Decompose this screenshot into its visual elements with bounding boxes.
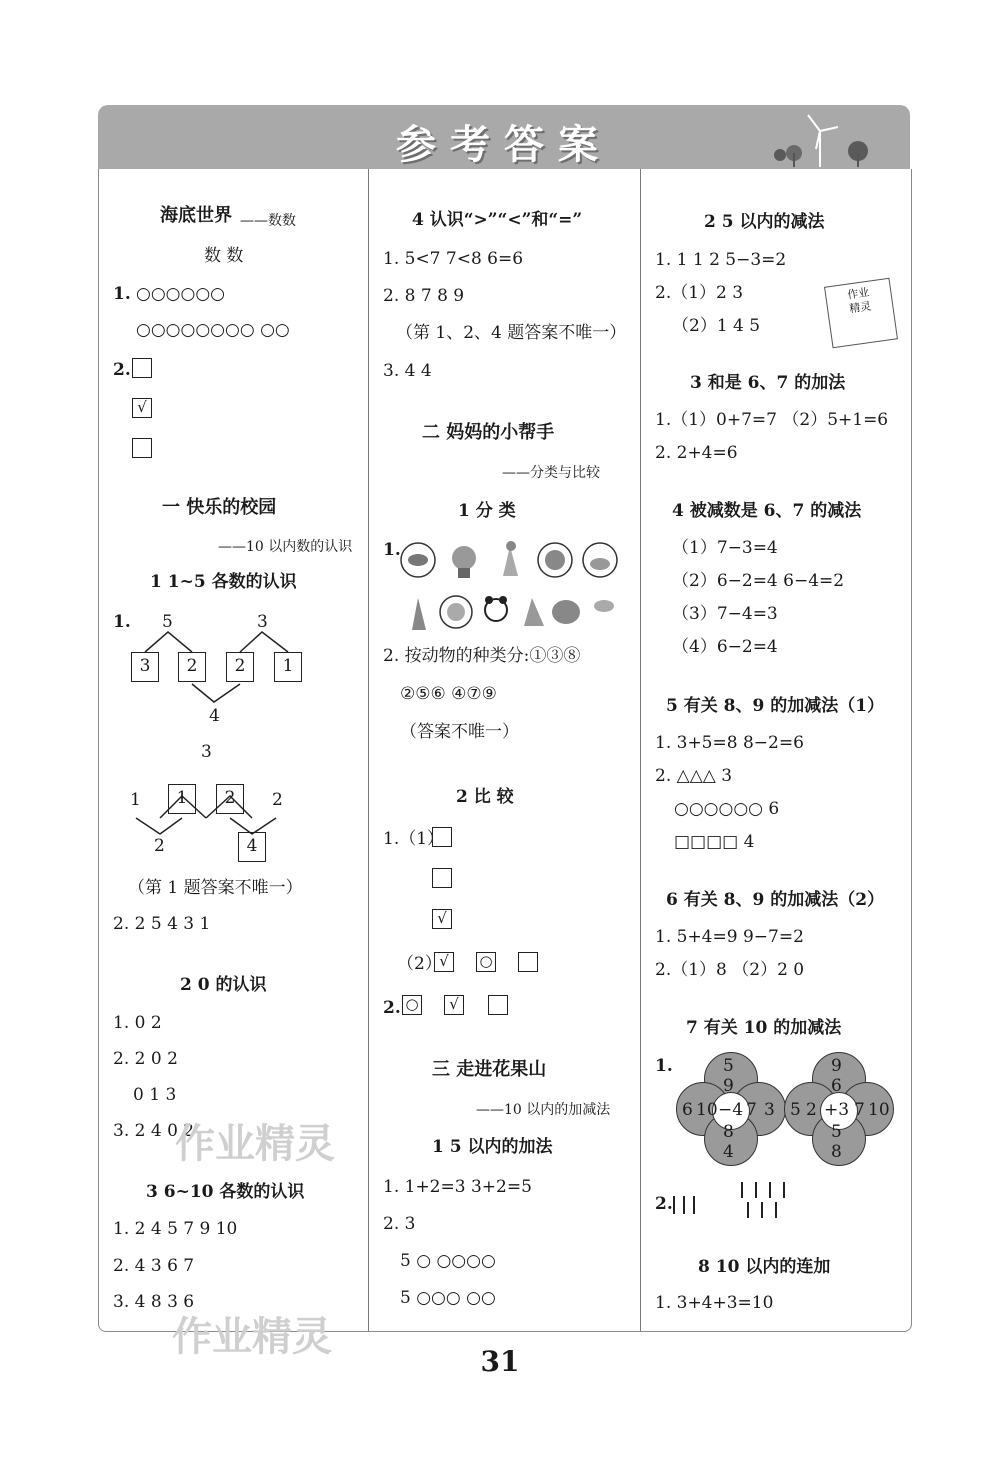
- unit-subtitle: ——10 以内数的认识: [218, 539, 353, 555]
- lesson-title: 1 1~5 各数的认识: [150, 572, 297, 592]
- answer-text: 3. 4 8 3 6: [113, 1292, 195, 1312]
- tree-box: 2: [178, 652, 206, 682]
- lesson-title: 8 10 以内的连加: [698, 1257, 831, 1277]
- lesson-title: 4 被减数是 6、7 的减法: [672, 501, 862, 521]
- question-number: 2.: [383, 998, 401, 1018]
- lesson-title: 4 认识“>”“<”和“=”: [412, 210, 583, 230]
- answer-text: 0 1 3: [133, 1085, 177, 1105]
- tree-box: 3: [131, 652, 159, 682]
- question-number: 1.（1）: [383, 829, 445, 849]
- tree-number: 3: [257, 612, 268, 632]
- question-number: 1.: [655, 1056, 673, 1076]
- lesson-title: 6 有关 8、9 的加减法（2）: [666, 890, 885, 910]
- lesson-title: 数 数: [204, 246, 244, 266]
- answer-text: 1. 5+4=9 9−7=2: [655, 927, 804, 947]
- animal-pictures: [398, 536, 623, 636]
- section-subtitle: ——数数: [240, 213, 296, 229]
- answer-text: 2. 3: [383, 1214, 416, 1234]
- answer-box: √: [432, 909, 452, 929]
- answer-text: 2. 按动物的种类分:①③⑧: [383, 646, 581, 666]
- answer-text: 1.（1）0+7=7 （2）5+1=6: [655, 410, 889, 430]
- answer-box: [518, 952, 538, 972]
- answer-text: □□□□ 4: [674, 832, 755, 852]
- answer-text: ○○○○○○ 6: [674, 799, 780, 819]
- answer-text: 2. △△△ 3: [655, 766, 733, 786]
- answer-text: 3. 4 4: [383, 361, 432, 381]
- answer-note: （答案不唯一）: [400, 722, 519, 742]
- answer-text: 2. 2 5 4 3 1: [113, 914, 211, 934]
- answer-box: ○: [402, 995, 422, 1015]
- answer-text: （4）6−2=4: [672, 637, 778, 657]
- answer-text: 3. 2 4 0 2: [113, 1121, 195, 1141]
- answer-text: （2）1 4 5: [672, 316, 761, 336]
- answer-text: 1. 3+5=8 8−2=6: [655, 733, 804, 753]
- tree-box: 4: [238, 832, 266, 862]
- watermark: 作业精灵: [175, 1121, 335, 1167]
- answer-text: 2.（1）8 （2）2 0: [655, 960, 805, 980]
- question-number: （2）: [397, 954, 442, 974]
- question-number: 1.: [383, 540, 401, 560]
- tree-number: 3: [201, 742, 212, 762]
- answer-text: 5 ○ ○○○○: [400, 1251, 496, 1271]
- number-flower: 9 6 5 2 +3 7 10 5 8: [784, 1052, 892, 1164]
- answer-text: （3）7−4=3: [672, 604, 778, 624]
- answer-text: ○○○○○○: [136, 284, 226, 304]
- answer-box: [432, 827, 452, 847]
- lesson-title: 1 分 类: [458, 501, 516, 521]
- tree-number: 4: [209, 706, 220, 726]
- unit-subtitle: ——分类与比较: [502, 465, 600, 481]
- tree-box: 1: [168, 784, 196, 814]
- lesson-title: 3 和是 6、7 的加法: [690, 373, 846, 393]
- answer-text: 2. 4 3 6 7: [113, 1256, 195, 1276]
- answer-text: 2. 2+4=6: [655, 443, 738, 463]
- page-number: 31: [480, 1345, 520, 1378]
- tree-box: 2: [226, 652, 254, 682]
- tree-number: 5: [162, 612, 173, 632]
- lesson-title: 3 6~10 各数的认识: [146, 1182, 305, 1202]
- answer-text: 2.（1）2 3: [655, 283, 744, 303]
- unit-subtitle: ——10 以内的加减法: [476, 1102, 611, 1118]
- answer-text: ○○○○○○○○ ○○: [136, 320, 290, 340]
- question-number: 2.: [655, 1194, 673, 1214]
- answer-text: 1. 2 4 5 7 9 10: [113, 1219, 238, 1239]
- unit-title: 三 走进花果山: [432, 1059, 547, 1080]
- answer-text: ②⑤⑥ ④⑦⑨: [400, 684, 497, 704]
- answer-box: ○: [476, 952, 496, 972]
- question-number: 2.: [113, 360, 131, 380]
- question-number: 1.: [113, 284, 131, 304]
- answer-text: 1. 5<7 7<8 6=6: [383, 249, 524, 269]
- answer-note: （第 1 题答案不唯一）: [128, 878, 303, 898]
- answer-box: √: [132, 398, 152, 418]
- answer-box: [432, 868, 452, 888]
- lesson-title: 2 0 的认识: [180, 975, 267, 995]
- lesson-title: 2 5 以内的减法: [704, 212, 825, 232]
- answer-text: （1）7−3=4: [672, 538, 778, 558]
- answer-text: 1. 0 2: [113, 1013, 162, 1033]
- answer-text: 2. 8 7 8 9: [383, 286, 465, 306]
- lesson-title: 2 比 较: [456, 787, 514, 807]
- answer-text: 1. 1 1 2 5−3=2: [655, 250, 787, 270]
- lesson-title: 1 5 以内的加法: [432, 1137, 553, 1157]
- answer-text: （2）6−2=4 6−4=2: [672, 571, 845, 591]
- answer-box: √: [444, 995, 464, 1015]
- tally-marks: [672, 1180, 802, 1220]
- tree-number: 2: [154, 836, 165, 856]
- answer-box: √: [434, 952, 454, 972]
- tree-number: 2: [272, 790, 283, 810]
- answer-text: 5 ○○○ ○○: [400, 1288, 496, 1308]
- watermark: 作业精灵: [172, 1314, 332, 1360]
- answer-text: 1. 1+2=3 3+2=5: [383, 1177, 532, 1197]
- answer-note: （第 1、2、4 题答案不唯一）: [396, 323, 627, 343]
- answer-text: 1. 3+4+3=10: [655, 1293, 774, 1313]
- tree-box: 1: [274, 652, 302, 682]
- stamp: 作业 精灵: [824, 278, 898, 349]
- tree-box: 2: [216, 784, 244, 814]
- question-number: 1.: [113, 612, 131, 632]
- tree-number: 1: [130, 790, 141, 810]
- lesson-title: 5 有关 8、9 的加减法（1）: [666, 696, 885, 716]
- unit-title: 二 妈妈的小帮手: [422, 422, 555, 443]
- answer-text: 2. 2 0 2: [113, 1049, 178, 1069]
- answer-box: [488, 995, 508, 1015]
- number-flower: 5 9 6 10 −4 7 3 8 4: [676, 1052, 784, 1164]
- lesson-title: 7 有关 10 的加减法: [686, 1018, 842, 1038]
- unit-title: 一 快乐的校园: [162, 497, 277, 518]
- section-title: 海底世界: [160, 205, 232, 226]
- page-title: 参考答案: [396, 121, 612, 168]
